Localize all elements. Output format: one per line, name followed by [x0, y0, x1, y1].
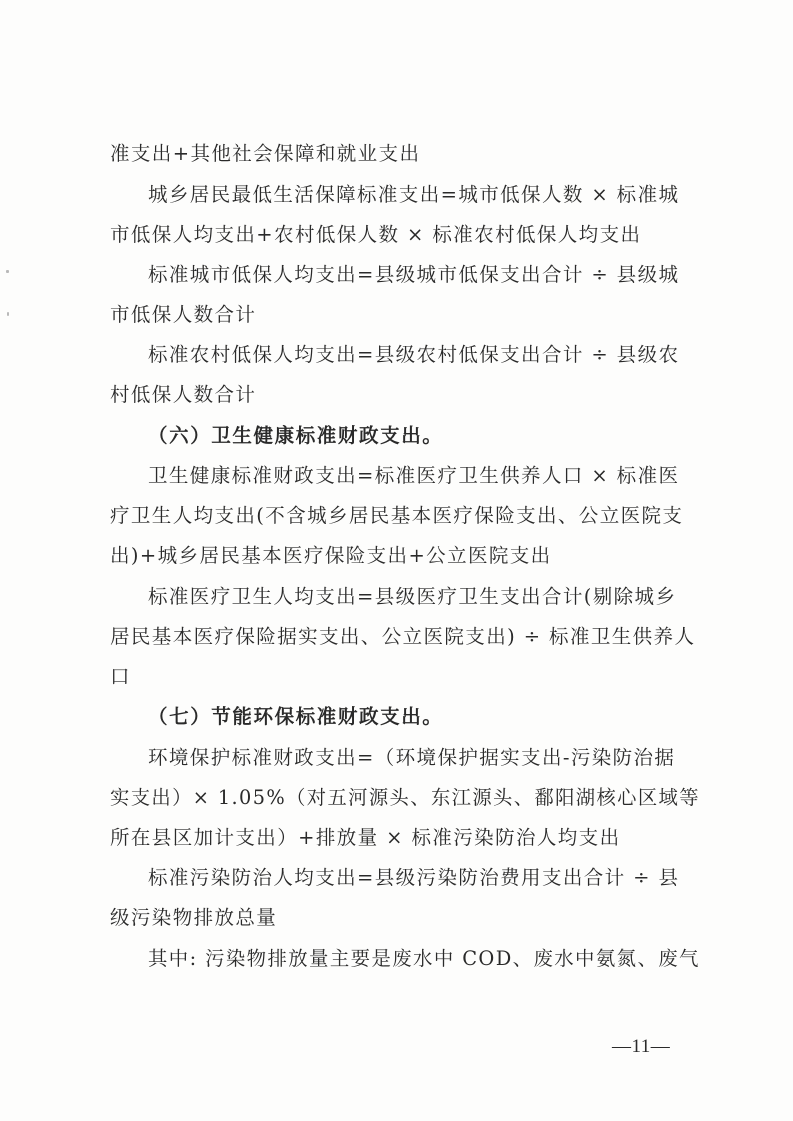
text-line: 市低保人数合计 — [110, 303, 257, 326]
text-line: 城乡居民最低生活保障标准支出=城市低保人数 × 标准城 — [148, 183, 680, 206]
text-line: 环境保护标准财政支出=（环境保护据实支出-污染防治据 — [148, 746, 676, 769]
text-line: 居民基本医疗保险据实支出、公立医院支出) ÷ 标准卫生供养人 — [110, 625, 696, 648]
scan-speck — [6, 270, 9, 273]
text-line: 标准城市低保人均支出=县级城市低保支出合计 ÷ 县级城 — [148, 263, 680, 286]
text-line: 级污染物排放总量 — [110, 906, 278, 929]
text-line: 其中: 污染物排放量主要是废水中 COD、废水中氨氮、废气 — [148, 947, 700, 970]
text-line: 市低保人均支出+农村低保人数 × 标准农村低保人均支出 — [110, 223, 642, 246]
page-number: —11— — [612, 1036, 671, 1057]
text-line: 疗卫生人均支出(不含城乡居民基本医疗保险支出、公立医院支 — [110, 504, 684, 527]
text-line: 实支出）× 1.05%（对五河源头、东江源头、鄱阳湖核心区域等 — [110, 786, 700, 809]
text-line: 出)+城乡居民基本医疗保险支出+公立医院支出 — [110, 544, 552, 567]
text-line: 标准污染防治人均支出=县级污染防治费用支出合计 ÷ 县 — [148, 866, 680, 889]
text-line: 准支出+其他社会保障和就业支出 — [110, 142, 421, 165]
text-line: 村低保人数合计 — [110, 383, 257, 406]
text-line: 标准农村低保人均支出=县级农村低保支出合计 ÷ 县级农 — [148, 343, 680, 366]
text-line: 卫生健康标准财政支出=标准医疗卫生供养人口 × 标准医 — [148, 464, 680, 487]
scan-speck — [7, 312, 9, 316]
section-heading: （七）节能环保标准财政支出。 — [148, 705, 444, 728]
text-line: 口 — [110, 665, 131, 688]
text-line: 所在县区加计支出）+排放量 × 标准污染防治人均支出 — [110, 826, 621, 849]
text-line: 标准医疗卫生人均支出=县级医疗卫生支出合计(剔除城乡 — [148, 585, 677, 608]
section-heading: （六）卫生健康标准财政支出。 — [148, 424, 444, 447]
